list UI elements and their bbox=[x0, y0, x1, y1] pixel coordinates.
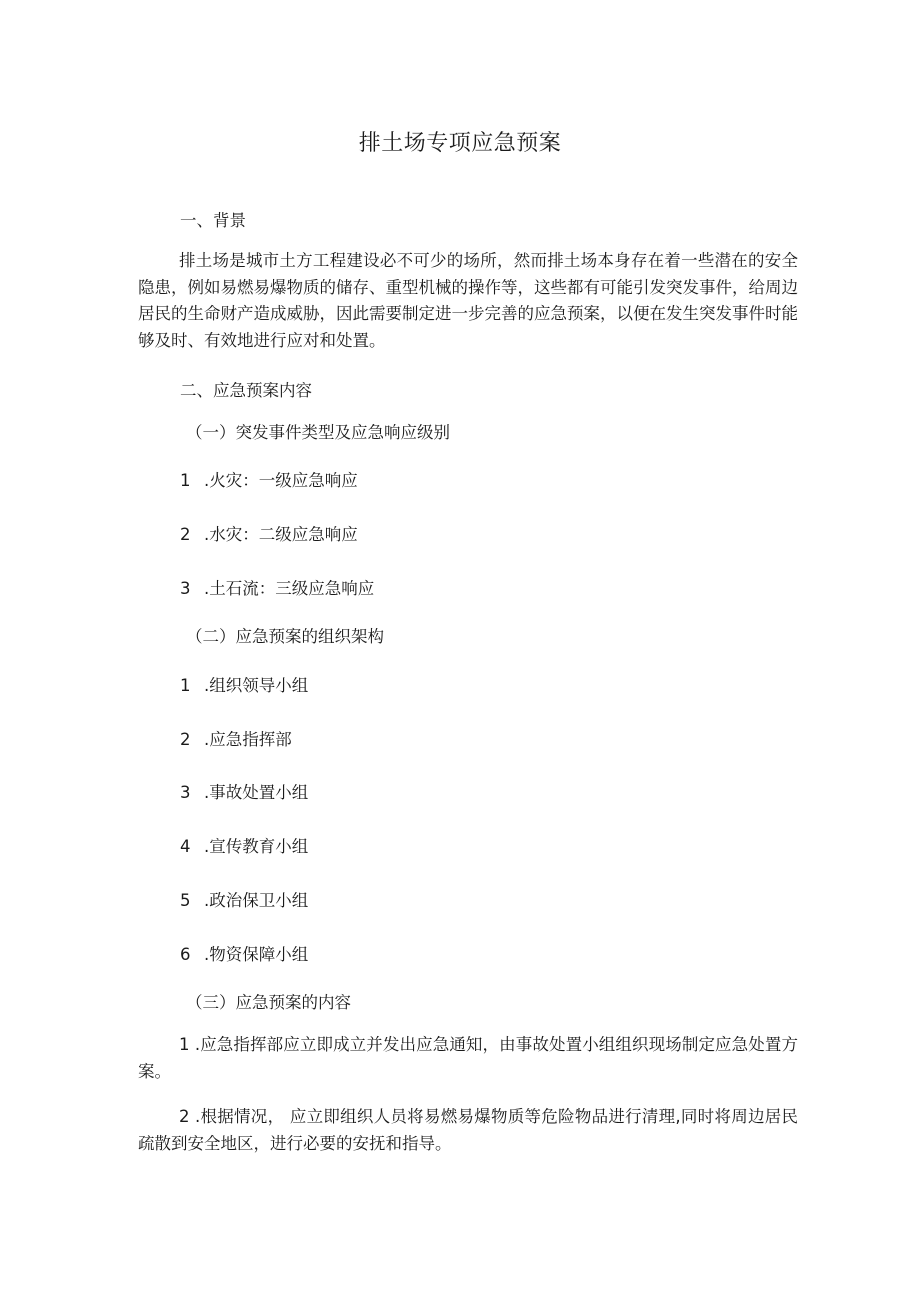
list-item bbox=[180, 727, 292, 753]
subsection-heading-1: （一）突发事件类型及应急响应级别 bbox=[186, 423, 450, 442]
list-item bbox=[180, 468, 358, 494]
list-item bbox=[180, 834, 308, 860]
list-item-text: .物资保障小组 bbox=[204, 945, 309, 964]
list-item bbox=[180, 780, 308, 806]
list-item-number: 3 bbox=[180, 783, 191, 802]
list-item-text: .宣传教育小组 bbox=[204, 837, 309, 856]
list-item-text: .水灾：二级应急响应 bbox=[204, 525, 358, 544]
list-item bbox=[180, 522, 358, 548]
list-item-number: 1 bbox=[180, 471, 191, 490]
list-item-text: .事故处置小组 bbox=[204, 783, 309, 802]
list-item-number: 6 bbox=[180, 945, 191, 964]
list-item bbox=[180, 673, 308, 699]
list-item-text: .政治保卫小组 bbox=[204, 891, 309, 910]
content-paragraph-2: 2 .根据情况， 应立即组织人员将易燃易爆物质等危险物品进行清理,同时将周边居民疏散到安全地区，进行必要的安抚和指导。 bbox=[138, 1107, 798, 1153]
list-item bbox=[180, 942, 308, 968]
list-item-text: .组织领导小组 bbox=[204, 676, 309, 695]
list-item-text: .土石流：三级应急响应 bbox=[204, 579, 375, 598]
list-item-number: 4 bbox=[180, 837, 191, 856]
list-item-number: 5 bbox=[180, 891, 191, 910]
document-title: 排土场专项应急预案 bbox=[358, 131, 562, 156]
list-item-number: 2 bbox=[180, 730, 191, 749]
section-heading-content: 二、应急预案内容 bbox=[180, 381, 312, 400]
subsection-heading-3: （三）应急预案的内容 bbox=[186, 993, 351, 1012]
section-heading-background: 一、背景 bbox=[180, 211, 246, 230]
list-item-text: .应急指挥部 bbox=[204, 730, 292, 749]
list-item bbox=[180, 888, 308, 914]
content-paragraph-1: 1 .应急指挥部应立即成立并发出应急通知，由事故处置小组组织现场制定应急处置方案。 bbox=[138, 1035, 798, 1081]
list-item bbox=[180, 576, 374, 602]
list-item-number: 3 bbox=[180, 579, 191, 598]
background-paragraph: 排土场是城市土方工程建设必不可少的场所，然而排土场本身存在着一些潜在的安全隐患，例如易燃易爆物质的储存、重型机械的操作等，这些都有可能引发突发事件，给周边居民的生命财产造成威胁，因此需要制定进一步完善的应急预案，以便在发生突发事件时能够及时、有效地进行应对和处置。 bbox=[138, 251, 798, 350]
list-item-text: .火灾：一级应急响应 bbox=[204, 471, 358, 490]
list-item-number: 2 bbox=[180, 525, 191, 544]
subsection-heading-2: （二）应急预案的组织架构 bbox=[186, 627, 384, 646]
list-item-number: 1 bbox=[180, 676, 191, 695]
